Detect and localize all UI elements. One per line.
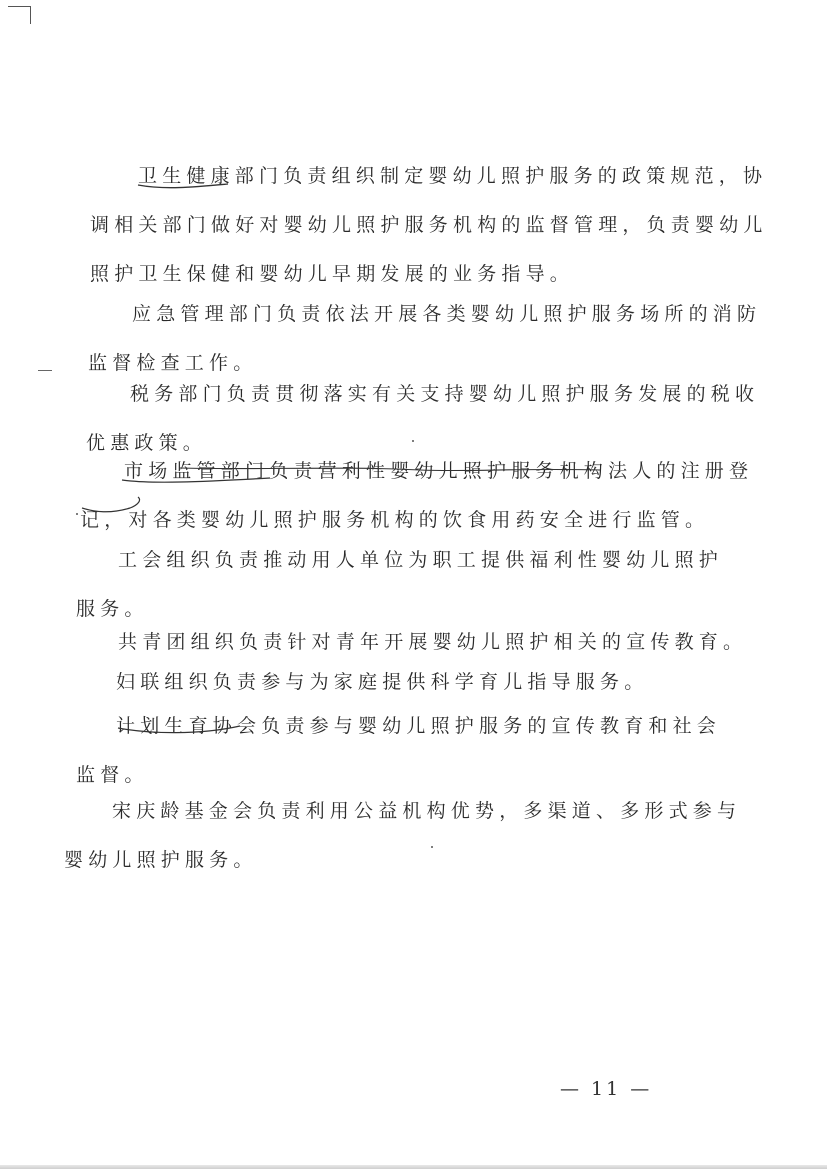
text-line: 工会组织负责推动用人单位为职工提供福利性婴幼儿照护 [118,549,724,571]
margin-mark [38,370,52,371]
paragraph-market-regulation [80,447,754,545]
speck [76,513,78,515]
paragraph-womens-federation [80,658,720,707]
paragraph-family-planning [76,702,722,800]
text-line: 计划生育协会负责参与婴幼儿照护服务的宣传教育和社会 [116,715,722,737]
crop-mark [30,6,31,24]
page-number: — 11 — [560,1078,653,1100]
text-line: 卫生健康部门负责组织制定婴幼儿照护服务的政策规范，协 [138,165,768,187]
text-line: 调相关部门做好对婴幼儿照护服务机构的监督管理，负责婴幼儿 [90,214,768,236]
text-line: 市场监管部门负责营利性婴幼儿照护服务机构法人的注册登 [124,460,754,482]
text-line: 婴幼儿照护服务。 [64,849,258,871]
text-line: 税务部门负责贯彻落实有关支持婴幼儿照护服务发展的税收 [130,383,760,405]
crop-mark [8,6,31,7]
text-line: 妇联组织负责参与为家庭提供科学育儿指导服务。 [116,671,649,693]
paragraph-health-dept [80,152,768,299]
page-bottom-edge [0,1165,827,1169]
text-line: 共青团组织负责针对青年开展婴幼儿照护相关的宣传教育。 [118,631,748,653]
paragraph-soong-ching-ling-foundation [64,787,742,885]
text-line: 服务。 [76,598,149,620]
speck [412,440,414,442]
text-line: 优惠政策。 [86,432,208,454]
text-line: 照护卫生保健和婴幼儿早期发展的业务指导。 [90,263,575,285]
speck [431,846,433,848]
text-line: 记，对各类婴幼儿照护服务机构的饮食用药安全进行监管。 [80,509,710,531]
text-line: 监督。 [76,764,149,786]
text-line: 宋庆龄基金会负责利用公益机构优势，多渠道、多形式参与 [112,800,742,822]
text-line: 监督检查工作。 [88,352,258,374]
text-line: 应急管理部门负责依法开展各类婴幼儿照护服务场所的消防 [132,303,762,325]
